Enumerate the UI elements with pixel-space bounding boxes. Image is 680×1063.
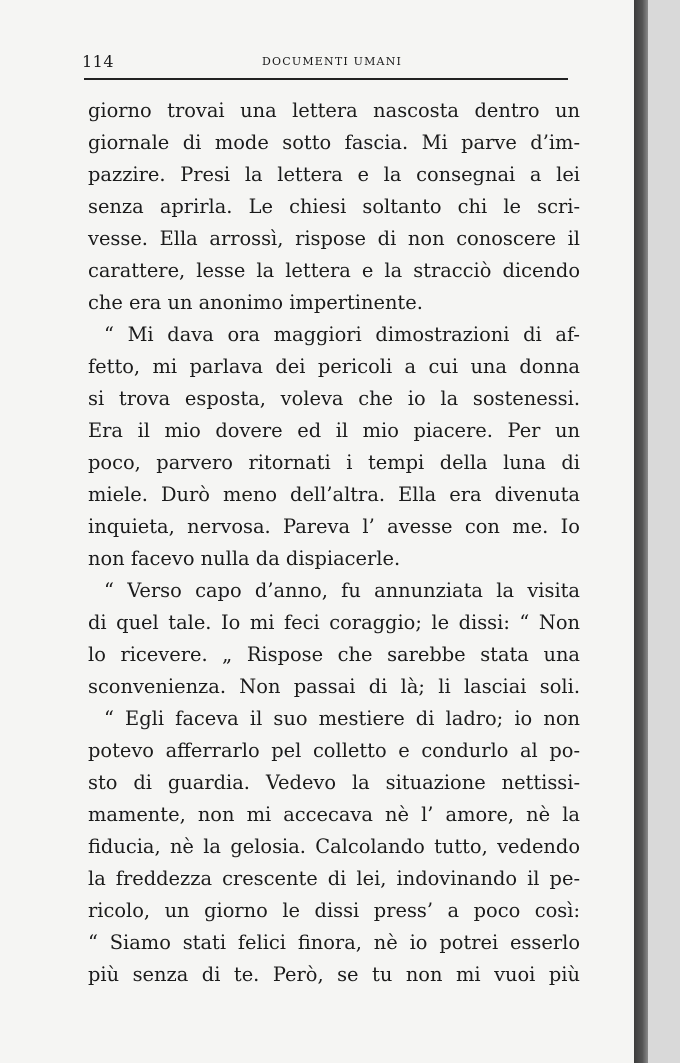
text-line: potevo afferrarlo pel colletto e condurlo al po-	[88, 739, 580, 762]
text-line: Era il mio dovere ed il mio piacere. Per un	[88, 419, 580, 442]
book-gutter-shadow	[634, 0, 648, 1063]
paragraph-first-line: “ Verso capo d’anno, fu annunziata la visita	[104, 579, 580, 602]
page-header	[82, 52, 570, 76]
text-line: miele. Durò meno dell’altra. Ella era divenuta	[88, 483, 580, 506]
text-line: più senza di te. Però, se tu non mi vuoi più	[88, 963, 580, 986]
text-line: carattere, lesse la lettera e la stracciò dicendo	[88, 259, 580, 282]
text-line: sto di guardia. Vedevo la situazione nettissi-	[88, 771, 580, 794]
page-number: 114	[82, 52, 115, 71]
text-line: vesse. Ella arrossì, rispose di non conoscere il	[88, 227, 580, 250]
header-rule	[84, 78, 568, 80]
text-line: ricolo, un giorno le dissi press’ a poco così:	[88, 899, 580, 922]
text-line: mamente, non mi accecava nè l’ amore, nè la	[88, 803, 580, 826]
scan-margin	[648, 0, 680, 1063]
text-line: sconvenienza. Non passai di là; li lasciai soli.	[88, 675, 580, 698]
text-line: giornale di mode sotto fascia. Mi parve d’im-	[88, 131, 580, 154]
text-line: senza aprirla. Le chiesi soltanto chi le scri-	[88, 195, 580, 218]
text-line: poco, parvero ritornati i tempi della luna di	[88, 451, 580, 474]
paragraph-first-line: “ Mi dava ora maggiori dimostrazioni di af-	[104, 323, 580, 346]
text-line: fiducia, nè la gelosia. Calcolando tutto, vedendo	[88, 835, 580, 858]
text-line: che era un anonimo impertinente.	[88, 291, 423, 314]
text-line: di quel tale. Io mi feci coraggio; le dissi: “ Non	[88, 611, 580, 634]
text-line: inquieta, nervosa. Pareva l’ avesse con me. Io	[88, 515, 580, 538]
text-line: pazzire. Presi la lettera e la consegnai a lei	[88, 163, 580, 186]
text-line: si trova esposta, voleva che io la sostenessi.	[88, 387, 580, 410]
running-title: DOCUMENTI UMANI	[262, 55, 403, 68]
text-line: giorno trovai una lettera nascosta dentro un	[88, 99, 580, 122]
paragraph-first-line: “ Egli faceva il suo mestiere di ladro; io non	[104, 707, 580, 730]
text-line: lo ricevere. „ Rispose che sarebbe stata una	[88, 643, 580, 666]
text-line: la freddezza crescente di lei, indovinando il pe-	[88, 867, 580, 890]
text-line: non facevo nulla da dispiacerle.	[88, 547, 401, 570]
text-line: “ Siamo stati felici finora, nè io potrei esserlo	[88, 931, 580, 954]
text-line: fetto, mi parlava dei pericoli a cui una donna	[88, 355, 580, 378]
body-text	[88, 95, 580, 991]
